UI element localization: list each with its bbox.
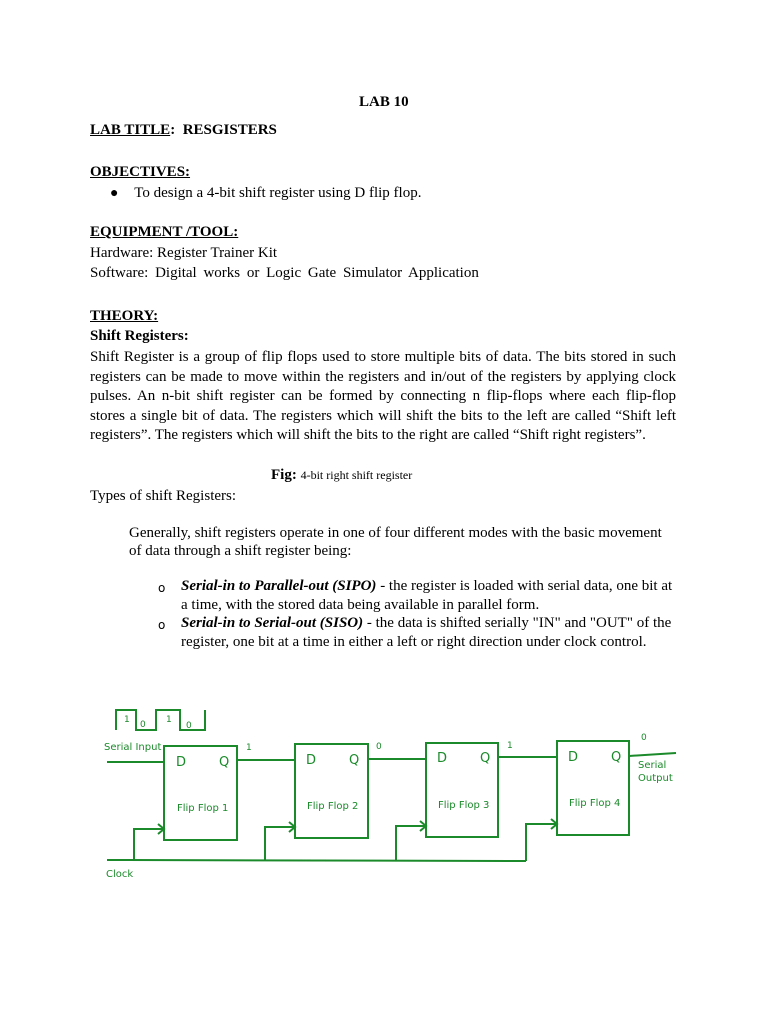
list-marker-icon: o xyxy=(158,618,166,632)
clock-wire xyxy=(107,860,526,861)
q-label: Q xyxy=(611,750,622,765)
wire-bit: 0 xyxy=(376,742,382,752)
figure-caption-text: 4-bit right shift register xyxy=(300,468,413,482)
clock-branch-4 xyxy=(526,824,557,861)
lab-title-label: LAB TITLE xyxy=(90,122,171,138)
q-label: Q xyxy=(480,751,491,766)
d-label: D xyxy=(437,751,448,766)
equipment-hardware: Hardware: Register Trainer Kit xyxy=(90,245,278,261)
theory-line: stores a single bit of data. The registers which will shift the bits to the left are called “Shift left xyxy=(90,407,676,424)
wire-bit: 0 xyxy=(641,733,647,743)
d-label: D xyxy=(568,750,579,765)
clock-label: Clock xyxy=(106,869,134,880)
objective-item xyxy=(110,185,421,202)
objectives-heading: OBJECTIVES: xyxy=(90,164,191,180)
flip-flop-label: Flip Flop 4 xyxy=(569,798,621,809)
mode-name: Serial-in to Parallel-out (SIPO) xyxy=(181,578,377,594)
waveform-bit: 0 xyxy=(186,721,192,731)
theory-line: registers can be made to move within the registers and in/out of the registers by applying clock xyxy=(90,368,676,385)
objective-text: To design a 4-bit shift register using D flip flop. xyxy=(134,185,422,201)
mode-desc-cont: register, one bit at a time in either a left or right direction under clock control. xyxy=(181,634,647,650)
serial-output-label: Serial xyxy=(638,760,667,771)
modes-intro-line: of data through a shift register being: xyxy=(129,543,352,559)
theory-line: Shift Register is a group of flip flops used to store multiple bits of data. The bits stored in such xyxy=(90,349,676,365)
theory-paragraph xyxy=(90,348,676,446)
flip-flop-label: Flip Flop 2 xyxy=(307,801,359,812)
wire-bit: 1 xyxy=(507,741,513,751)
waveform-bit: 1 xyxy=(166,715,172,725)
flip-flop-label: Flip Flop 3 xyxy=(438,800,490,811)
lab-title-value: RESGISTERS xyxy=(182,122,277,138)
flip-flop-label: Flip Flop 1 xyxy=(177,803,229,814)
q-label: Q xyxy=(349,753,360,768)
theory-subheading: Shift Registers: xyxy=(90,328,189,344)
figure-caption xyxy=(271,467,412,484)
shift-register-diagram xyxy=(0,690,768,920)
mode-item xyxy=(181,578,672,595)
waveform-bit: 1 xyxy=(124,715,130,725)
bullet-icon: ● xyxy=(110,186,119,201)
mode-desc-cont: a time, with the stored data being available in parallel form. xyxy=(181,597,540,613)
q-label: Q xyxy=(219,755,230,770)
serial-output-wire xyxy=(629,753,676,756)
lab-title-row: LAB TITLE: RESGISTERS xyxy=(90,122,277,138)
modes-intro-line: Generally, shift registers operate in one of four different modes with the basic movement xyxy=(129,525,662,541)
equipment-software: Software: Digital works or Logic Gate Simulator Application xyxy=(90,265,479,281)
mode-desc: - the data is shifted serially "IN" and "OUT" of the xyxy=(363,615,672,631)
serial-input-label: Serial Input xyxy=(104,742,162,753)
lab-number: LAB 10 xyxy=(359,94,409,110)
mode-item xyxy=(181,615,671,632)
d-label: D xyxy=(176,755,187,770)
types-heading: Types of shift Registers: xyxy=(90,488,237,504)
clock-branch-3 xyxy=(396,826,426,860)
d-label: D xyxy=(306,753,317,768)
mode-name: Serial-in to Serial-out (SISO) xyxy=(181,615,364,631)
mode-desc: - the register is loaded with serial data, one bit at xyxy=(376,578,673,594)
waveform-bit: 0 xyxy=(140,720,146,730)
wire-bit: 1 xyxy=(246,743,252,753)
equipment-heading: EQUIPMENT /TOOL: xyxy=(90,224,239,240)
theory-line: registers”. The registers which will shift the bits to the right are called “Shift right registers”. xyxy=(90,427,646,443)
figure-caption-prefix: Fig: xyxy=(271,467,297,483)
list-marker-icon: o xyxy=(158,581,166,595)
serial-output-label: Output xyxy=(638,773,673,784)
theory-heading: THEORY: xyxy=(90,308,159,324)
theory-line: pulses. An n-bit shift register can be formed by connecting n flip-flops where each flip-flop xyxy=(90,388,676,404)
